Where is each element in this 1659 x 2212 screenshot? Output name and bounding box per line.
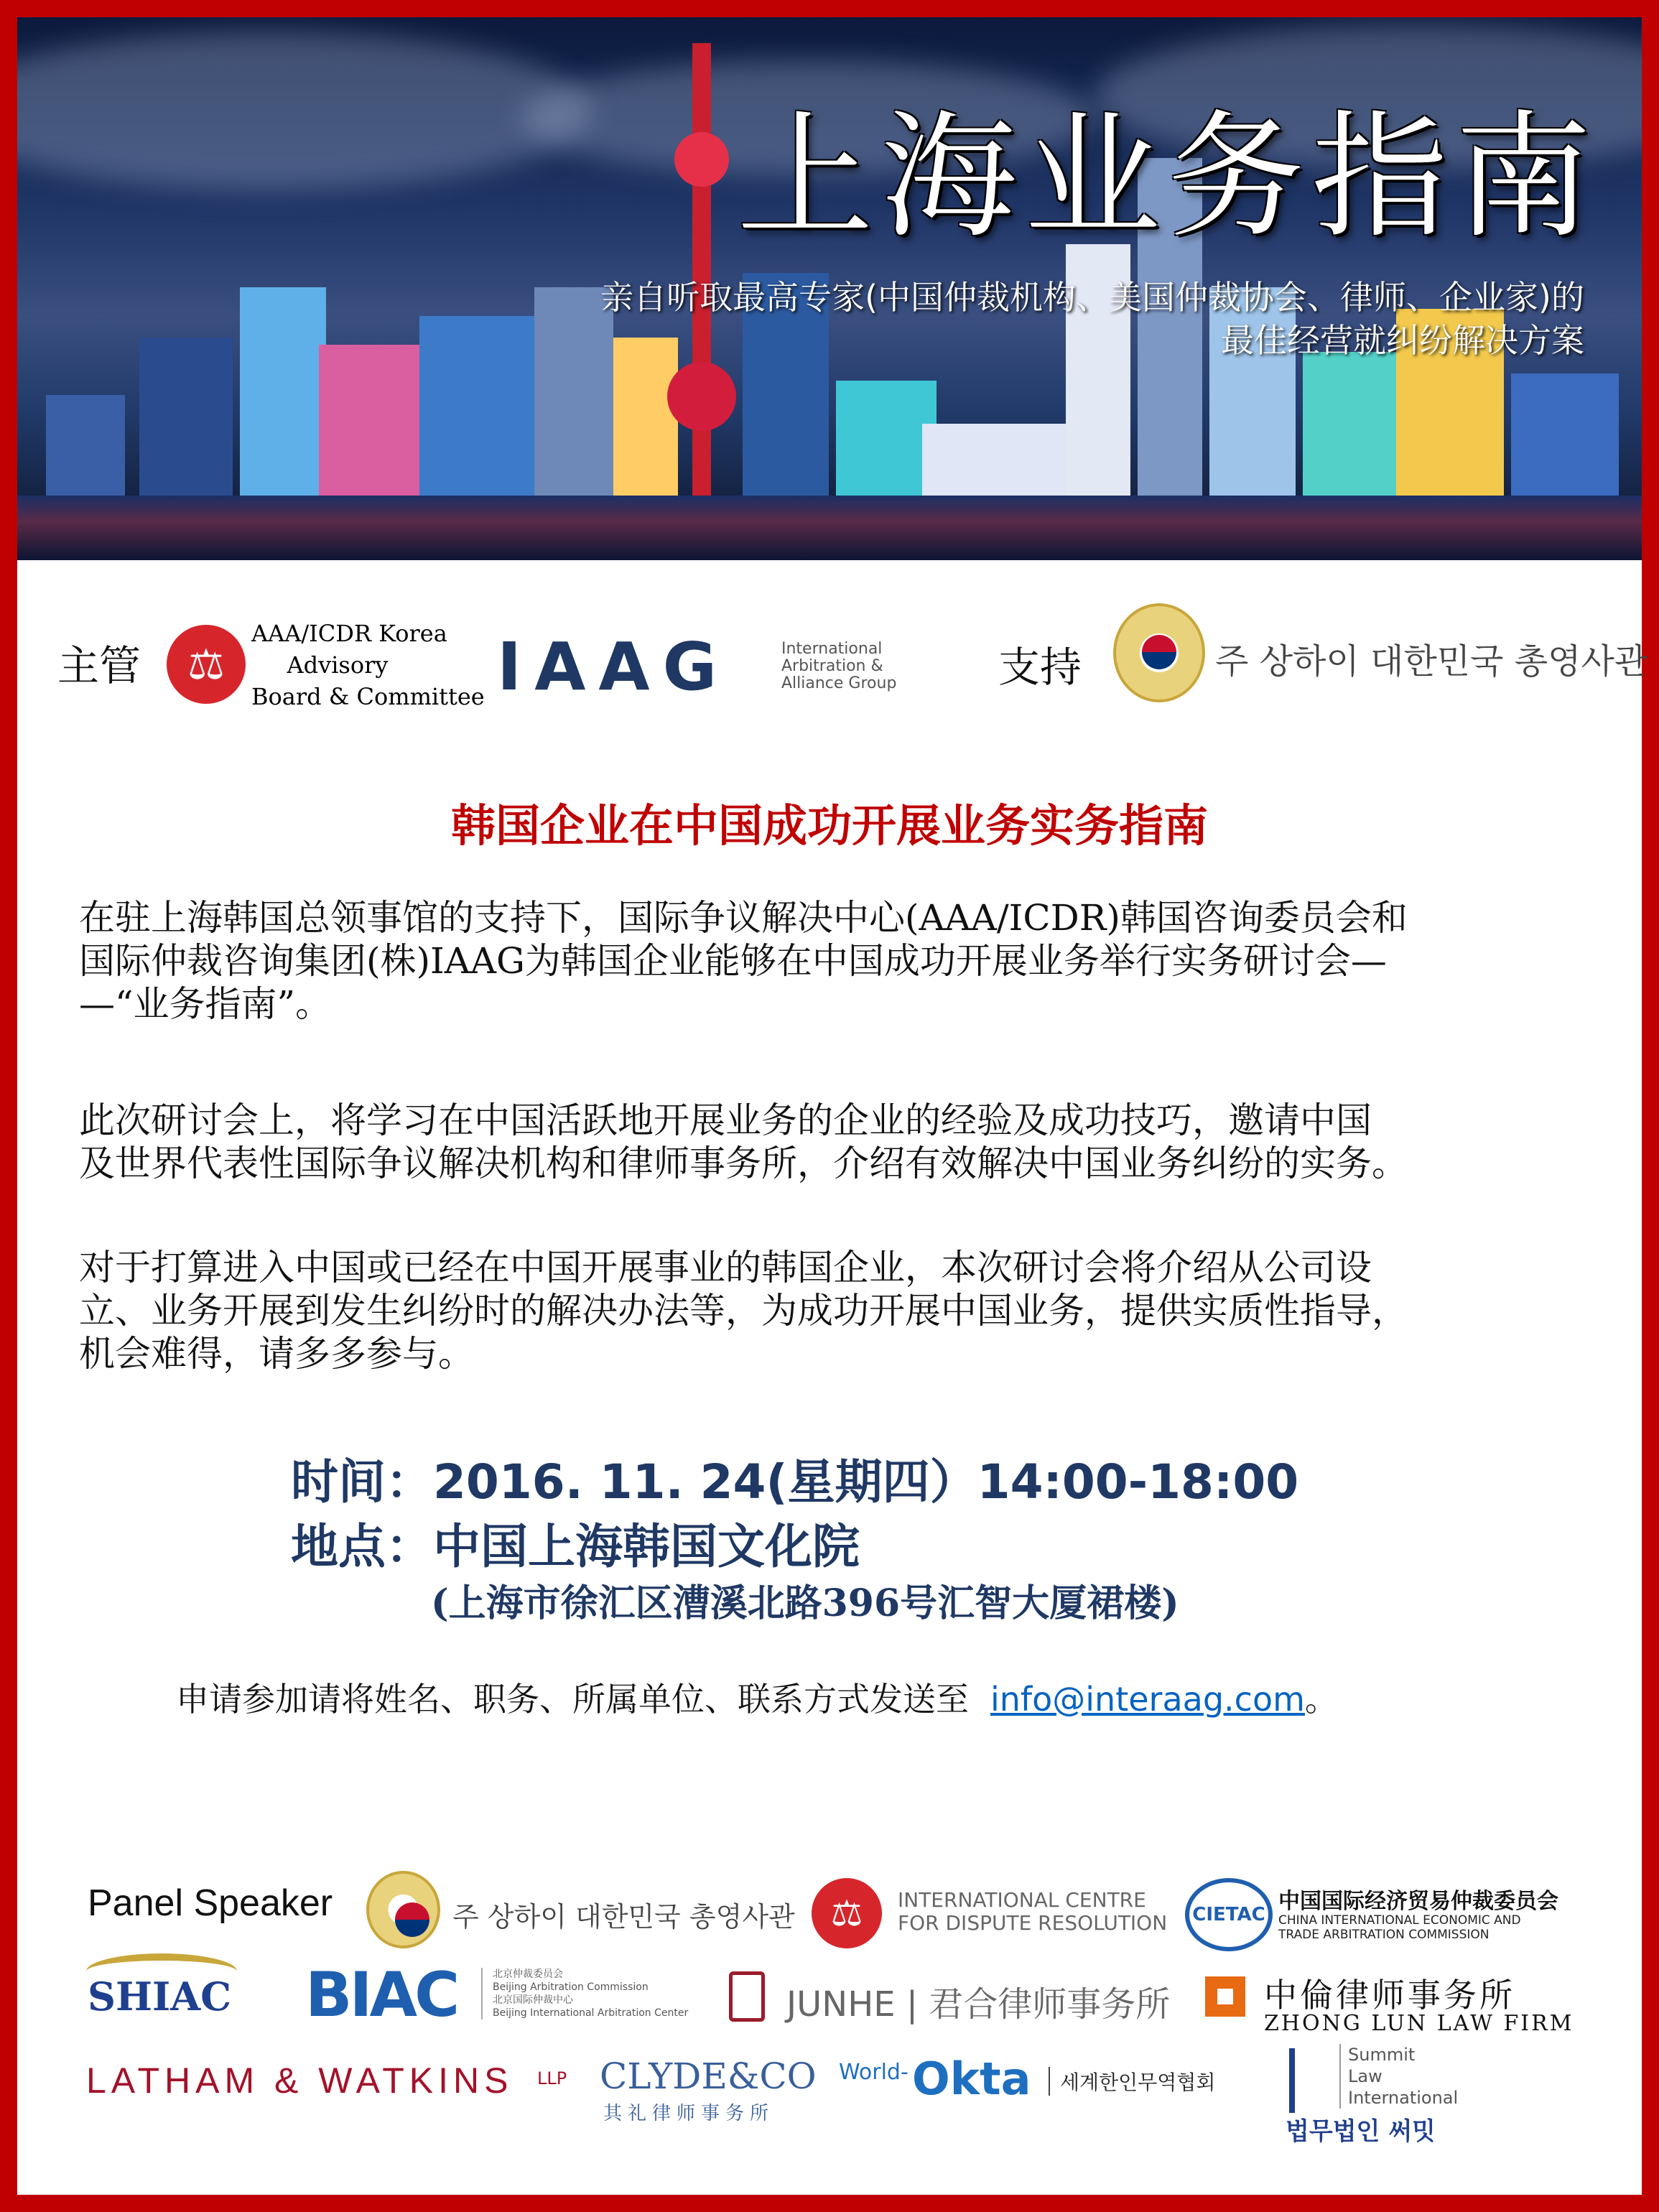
okta-world: World- xyxy=(839,2060,908,2085)
biac-subtitle xyxy=(481,1968,688,2020)
iaag-subtitle xyxy=(781,641,896,692)
iaag-sub-line: Alliance Group xyxy=(781,674,897,692)
latham-logo: LATHAM & WATKINS xyxy=(86,2060,514,2101)
support-label: 支持 xyxy=(998,643,1082,692)
para-line: 机会难得，请多多参与。 xyxy=(79,1333,474,1375)
apply-suffix: 。 xyxy=(1304,1680,1338,1719)
banner-subtitle-line: 亲自听取最高专家(中国仲裁机构、美国仲裁协会、律师、企业家)的 xyxy=(600,278,1584,317)
summit-logo-text xyxy=(1339,2044,1458,2109)
cietac-en-line: CHINA INTERNATIONAL ECONOMIC AND xyxy=(1278,1913,1521,1928)
cietac-globe-icon: CIETAC xyxy=(1185,1878,1273,1951)
cietac-en-line: TRADE ARBITRATION COMMISSION xyxy=(1278,1928,1490,1942)
aaa-line: Board & Committee xyxy=(251,683,485,710)
event-place: 地点：中国上海韩国文化院 xyxy=(291,1519,860,1574)
panel-speaker-label: Panel Speaker xyxy=(88,1882,333,1924)
banner-subtitle xyxy=(600,276,1584,362)
para-line: 对于打算进入中国或已经在中国开展事业的韩国企业，本次研讨会将介绍从公司设 xyxy=(79,1247,1372,1288)
apply-text: 申请参加请将姓名、职务、所属单位、联系方式发送至 xyxy=(176,1680,969,1719)
zhonglun-en: ZHONG LUN LAW FIRM xyxy=(1264,2011,1574,2036)
iaag-sub-line: International xyxy=(781,640,883,658)
clyde-logo: CLYDE&CO xyxy=(600,2055,817,2097)
paragraph-3 xyxy=(79,1246,1623,1375)
email-link[interactable]: info@interaag.com xyxy=(990,1680,1305,1719)
summit-kr: 법무법인 써밋 xyxy=(1286,2117,1436,2146)
icdr-line: FOR DISPUTE RESOLUTION xyxy=(898,1911,1168,1935)
aaa-icdr-korea-logo-text xyxy=(251,618,485,712)
event-address: (上海市徐汇区漕溪北路396号汇智大厦裙楼) xyxy=(431,1581,1179,1625)
shiac-logo: SHIAC xyxy=(88,1974,232,2020)
okta-logo: Okta xyxy=(912,2053,1031,2105)
biac-sub-line: Beijing International Arbitration Center xyxy=(493,2007,689,2019)
para-line: 在驻上海韩国总领事馆的支持下，国际争议解决中心(AAA/ICDR)韩国咨询委员会和 xyxy=(79,897,1408,939)
paragraph-2 xyxy=(79,1099,1623,1185)
water-reflection xyxy=(17,496,1642,560)
scales-icon: ⚖ xyxy=(167,625,246,704)
zhonglun-cn: 中倫律师事务所 xyxy=(1264,1976,1515,2014)
okta-kr: 세계한인무역협회 xyxy=(1049,2067,1215,2096)
aaa-line: AAA/ICDR Korea xyxy=(251,620,447,647)
consulate-seal-icon xyxy=(1113,603,1205,702)
panel-consulate-name: 주 상하이 대한민국 총영사관 xyxy=(452,1901,795,1933)
icdr-logo-text xyxy=(898,1889,1167,1935)
clyde-cn: 其礼律师事务所 xyxy=(603,2103,775,2124)
junhe-mark-icon xyxy=(729,1971,765,2022)
scales-icon: ⚖ xyxy=(812,1878,882,1948)
consulate-name: 주 상하이 대한민국 총영사관 xyxy=(1215,641,1648,682)
cietac-cn: 中国国际经济贸易仲裁委员会 xyxy=(1278,1889,1558,1914)
biac-sub-line: Beijing Arbitration Commission xyxy=(493,1981,649,1993)
summit-mark-icon xyxy=(1289,2048,1321,2113)
biac-sub-line: 北京仲裁委员会 xyxy=(493,1969,563,1980)
section-heading: 韩国企业在中国成功开展业务实务指南 xyxy=(450,799,1208,852)
biac-logo: BIAC xyxy=(305,1959,457,2031)
paragraph-1 xyxy=(79,896,1623,1026)
para-line: 及世界代表性国际争议解决机构和律师事务所，介绍有效解决中国业务纠纷的实务。 xyxy=(79,1143,1408,1184)
junhe-logo: JUNHE | 君合律师事务所 xyxy=(786,1984,1171,2025)
consulate-seal-icon xyxy=(366,1871,440,1948)
summit-line: International xyxy=(1348,2088,1459,2108)
apply-line xyxy=(176,1673,1338,1721)
para-line: 此次研讨会上，将学习在中国活跃地开展业务的企业的经验及成功技巧，邀请中国 xyxy=(79,1100,1372,1141)
zhonglun-mark-inner xyxy=(1217,1989,1233,2004)
host-label: 主管 xyxy=(57,641,141,690)
para-line: 立、业务开展到发生纠纷时的解决办法等，为成功开展中国业务，提供实质性指导， xyxy=(79,1290,1408,1332)
latham-llp: LLP xyxy=(537,2068,567,2088)
event-time: 时间：2016. 11. 24(星期四）14:00-18:00 xyxy=(291,1454,1299,1510)
iaag-sub-line: Arbitration & xyxy=(781,657,883,675)
banner-subtitle-line: 最佳经营就纠纷解决方案 xyxy=(1221,321,1584,360)
summit-line: Summit xyxy=(1348,2045,1416,2065)
iaag-logo: IAAG xyxy=(497,628,730,705)
sponsor-row xyxy=(57,589,1648,725)
banner-title: 上海业务指南 xyxy=(736,98,1599,256)
icdr-line: INTERNATIONAL CENTRE xyxy=(898,1888,1146,1912)
aaa-line: Advisory xyxy=(287,651,389,679)
para-line: 国际仲裁咨询集团(株)IAAG为韩国企业能够在中国成功开展业务举行实务研讨会— xyxy=(79,940,1387,982)
biac-sub-line: 北京国际仲裁中心 xyxy=(493,1994,573,2006)
cietac-en xyxy=(1278,1913,1521,1942)
banner-image xyxy=(17,17,1642,560)
summit-line: Law xyxy=(1348,2066,1382,2086)
para-line: —“业务指南”。 xyxy=(79,983,332,1025)
